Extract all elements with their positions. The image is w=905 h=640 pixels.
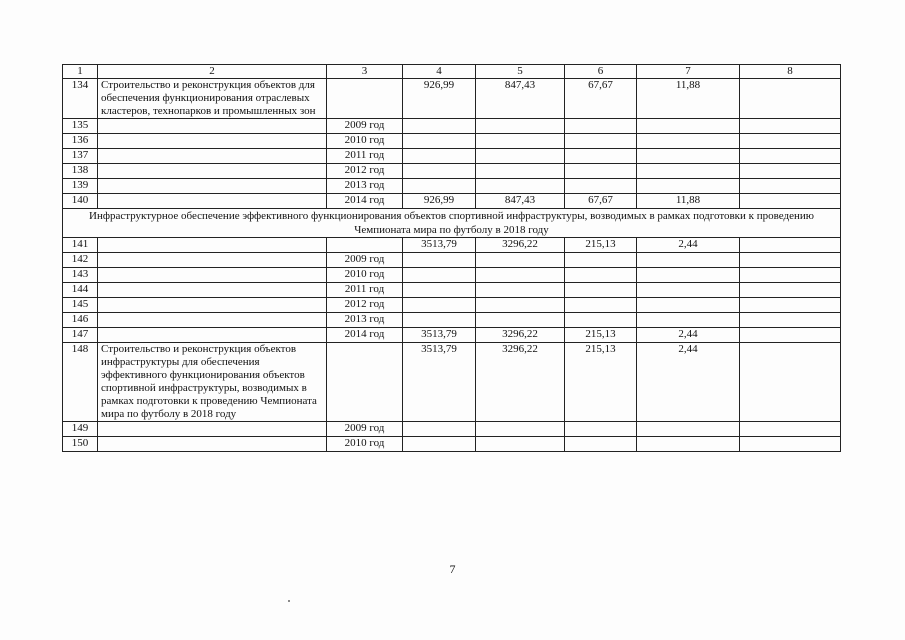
table-row: [63, 268, 841, 283]
cell-c7: 2,44: [637, 343, 740, 422]
cell-c4: 926,99: [403, 194, 476, 209]
cell-c8: [740, 313, 841, 328]
table-row: [63, 343, 841, 422]
table-row: [63, 238, 841, 253]
cell-n: 139: [63, 179, 98, 194]
cell-c6: [565, 253, 637, 268]
cell-name: Строительство и реконструкция объектов инфраструктуры для обеспечения эффективного функционирования объектов спортивной инфраструктуры, возводимых в рамках подготовки к проведению Чемпионата мира по футболу в 2018 году: [98, 343, 327, 422]
cell-c4: 3513,79: [403, 343, 476, 422]
cell-c7: [637, 422, 740, 437]
table-row: [63, 149, 841, 164]
cell-c7: [637, 119, 740, 134]
cell-c8: [740, 343, 841, 422]
column-header: 7: [637, 65, 740, 79]
table-row: [63, 283, 841, 298]
cell-n: 138: [63, 164, 98, 179]
cell-c5: [476, 179, 565, 194]
cell-c5: [476, 119, 565, 134]
table-row: [63, 253, 841, 268]
cell-c7: [637, 179, 740, 194]
cell-c6: 67,67: [565, 194, 637, 209]
cell-n: 149: [63, 422, 98, 437]
cell-c6: 67,67: [565, 79, 637, 119]
cell-c6: [565, 149, 637, 164]
cell-c4: [403, 149, 476, 164]
cell-c7: [637, 164, 740, 179]
cell-c5: [476, 253, 565, 268]
cell-year: 2011 год: [327, 283, 403, 298]
cell-c7: [637, 253, 740, 268]
table-row: [63, 119, 841, 134]
table-row: [63, 179, 841, 194]
table-row: [63, 298, 841, 313]
page-number: 7: [449, 562, 456, 576]
table-body: [63, 79, 841, 452]
cell-year: 2010 год: [327, 437, 403, 452]
cell-c5: [476, 422, 565, 437]
cell-name: [98, 164, 327, 179]
cell-c5: 3296,22: [476, 238, 565, 253]
cell-c4: [403, 179, 476, 194]
cell-c5: [476, 283, 565, 298]
cell-name: [98, 134, 327, 149]
cell-year: 2014 год: [327, 328, 403, 343]
cell-c4: [403, 119, 476, 134]
cell-c6: [565, 437, 637, 452]
cell-c4: 3513,79: [403, 328, 476, 343]
cell-c4: [403, 283, 476, 298]
cell-n: 144: [63, 283, 98, 298]
cell-c5: [476, 134, 565, 149]
cell-c5: [476, 313, 565, 328]
cell-year: [327, 343, 403, 422]
budget-table: [62, 64, 841, 452]
cell-c8: [740, 328, 841, 343]
cell-c6: [565, 179, 637, 194]
cell-c6: 215,13: [565, 343, 637, 422]
cell-c8: [740, 283, 841, 298]
cell-n: 135: [63, 119, 98, 134]
cell-c8: [740, 179, 841, 194]
cell-c7: 11,88: [637, 194, 740, 209]
cell-c6: [565, 164, 637, 179]
table-row: [63, 437, 841, 452]
cell-c7: 2,44: [637, 238, 740, 253]
cell-name: [98, 283, 327, 298]
cell-c4: [403, 422, 476, 437]
cell-c7: [637, 268, 740, 283]
table-row: [63, 194, 841, 209]
cell-c6: [565, 134, 637, 149]
cell-name: [98, 328, 327, 343]
cell-n: 150: [63, 437, 98, 452]
cell-c7: 11,88: [637, 79, 740, 119]
cell-c5: [476, 149, 565, 164]
scan-speck: [288, 600, 290, 602]
cell-c5: [476, 437, 565, 452]
cell-n: 146: [63, 313, 98, 328]
cell-c5: 3296,22: [476, 343, 565, 422]
cell-c4: 3513,79: [403, 238, 476, 253]
cell-name: [98, 194, 327, 209]
cell-name: [98, 422, 327, 437]
table-row: [63, 164, 841, 179]
table-row: [63, 79, 841, 119]
cell-c7: [637, 437, 740, 452]
cell-c6: [565, 422, 637, 437]
cell-c4: [403, 437, 476, 452]
cell-year: 2014 год: [327, 194, 403, 209]
cell-c5: [476, 164, 565, 179]
cell-n: 141: [63, 238, 98, 253]
cell-c7: [637, 149, 740, 164]
cell-year: 2013 год: [327, 313, 403, 328]
cell-c8: [740, 194, 841, 209]
column-header: 6: [565, 65, 637, 79]
cell-c8: [740, 238, 841, 253]
cell-c6: [565, 313, 637, 328]
cell-n: 134: [63, 79, 98, 119]
cell-c5: [476, 268, 565, 283]
cell-c8: [740, 437, 841, 452]
cell-name: [98, 298, 327, 313]
cell-name: [98, 119, 327, 134]
cell-name: Строительство и реконструкция объектов для обеспечения функционирования отраслевых кластеров, технопарков и промышленных зон: [98, 79, 327, 119]
column-header: 2: [98, 65, 327, 79]
cell-year: 2011 год: [327, 149, 403, 164]
cell-c5: 847,43: [476, 194, 565, 209]
cell-c4: 926,99: [403, 79, 476, 119]
cell-c6: [565, 119, 637, 134]
cell-c7: [637, 283, 740, 298]
cell-c6: [565, 298, 637, 313]
column-number-row: [63, 65, 841, 79]
cell-c5: 3296,22: [476, 328, 565, 343]
cell-year: 2009 год: [327, 422, 403, 437]
cell-c4: [403, 268, 476, 283]
cell-c4: [403, 313, 476, 328]
column-header: 8: [740, 65, 841, 79]
cell-c5: 847,43: [476, 79, 565, 119]
cell-c7: [637, 298, 740, 313]
column-header: 4: [403, 65, 476, 79]
cell-year: [327, 79, 403, 119]
cell-c6: [565, 283, 637, 298]
cell-n: 140: [63, 194, 98, 209]
cell-n: 147: [63, 328, 98, 343]
cell-name: [98, 268, 327, 283]
cell-n: 145: [63, 298, 98, 313]
cell-year: 2009 год: [327, 253, 403, 268]
cell-n: 142: [63, 253, 98, 268]
cell-c5: [476, 298, 565, 313]
cell-c8: [740, 119, 841, 134]
cell-year: 2010 год: [327, 134, 403, 149]
cell-c7: [637, 134, 740, 149]
table-row: [63, 313, 841, 328]
cell-c4: [403, 134, 476, 149]
cell-c4: [403, 253, 476, 268]
cell-c8: [740, 149, 841, 164]
cell-c8: [740, 134, 841, 149]
cell-name: [98, 238, 327, 253]
cell-c8: [740, 298, 841, 313]
column-header: 3: [327, 65, 403, 79]
cell-year: 2010 год: [327, 268, 403, 283]
cell-name: [98, 253, 327, 268]
cell-year: 2009 год: [327, 119, 403, 134]
cell-name: [98, 149, 327, 164]
cell-c8: [740, 422, 841, 437]
cell-c7: [637, 313, 740, 328]
cell-name: [98, 313, 327, 328]
cell-c4: [403, 164, 476, 179]
cell-c8: [740, 79, 841, 119]
cell-c6: [565, 268, 637, 283]
cell-n: 136: [63, 134, 98, 149]
cell-n: 137: [63, 149, 98, 164]
cell-n: 148: [63, 343, 98, 422]
column-header: 5: [476, 65, 565, 79]
cell-c7: 2,44: [637, 328, 740, 343]
cell-year: 2013 год: [327, 179, 403, 194]
cell-c6: 215,13: [565, 238, 637, 253]
cell-c8: [740, 253, 841, 268]
cell-c4: [403, 298, 476, 313]
table-row: [63, 422, 841, 437]
cell-name: [98, 437, 327, 452]
cell-n: 143: [63, 268, 98, 283]
cell-year: [327, 238, 403, 253]
section-heading-row: [63, 209, 841, 238]
cell-year: 2012 год: [327, 164, 403, 179]
cell-c8: [740, 164, 841, 179]
table-row: [63, 328, 841, 343]
cell-year: 2012 год: [327, 298, 403, 313]
table-row: [63, 134, 841, 149]
cell-name: [98, 179, 327, 194]
column-header: 1: [63, 65, 98, 79]
cell-c6: 215,13: [565, 328, 637, 343]
cell-c8: [740, 268, 841, 283]
section-heading: Инфраструктурное обеспечение эффективного функционирования объектов спортивной инфраструктуры, возводимых в рамках подготовки к проведению Чемпионата мира по футболу в 2018 году: [63, 209, 841, 238]
